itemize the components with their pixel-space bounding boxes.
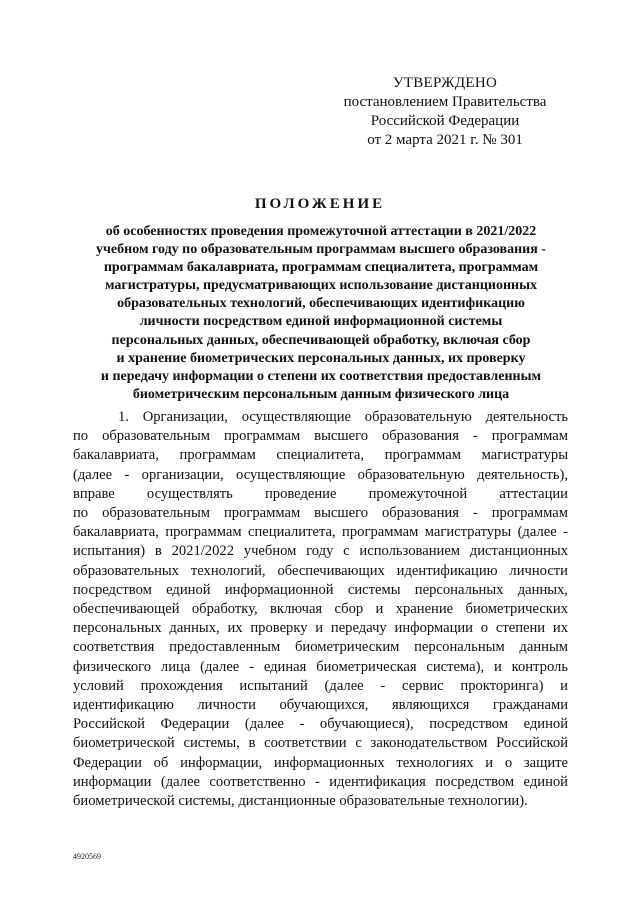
paragraph-line: вправе осуществлять проведение промежуточной аттестации bbox=[73, 485, 568, 502]
paragraph-line: по образовательным программам высшего образования - программам bbox=[73, 428, 568, 445]
approval-line: постановлением Правительства bbox=[343, 94, 547, 110]
subtitle-line: образовательных технологий, обеспечивающих идентификацию bbox=[117, 296, 525, 312]
paragraph-line: условий прохождения испытаний (далее - сервис прокторинга) и bbox=[73, 677, 568, 694]
document-heading: ПОЛОЖЕНИЕ bbox=[254, 196, 386, 212]
approval-title: УТВЕРЖДЕНО bbox=[392, 75, 498, 91]
paragraph-line: биометрической системы, дистанционные образовательные технологии). bbox=[73, 793, 528, 810]
subtitle-line: биометрическим персональным данным физического лица bbox=[132, 386, 510, 402]
paragraph-line: испытания) в 2021/2022 учебном году с использованием дистанционных bbox=[73, 543, 568, 560]
paragraph-line: информации (далее соответственно - идентификация посредством единой bbox=[73, 773, 568, 790]
approval-line: Российской Федерации bbox=[370, 113, 520, 129]
paragraph-line: Федерации об информации, информационных технологиях и о защите bbox=[73, 754, 568, 771]
paragraph-line: идентификацию личности обучающихся, являющихся гражданами bbox=[73, 697, 568, 714]
paragraph-line: бакалавриата, программам специалитета, программам магистратуры (далее - bbox=[73, 524, 568, 541]
approval-block bbox=[330, 74, 560, 150]
subtitle-line: магистратуры, предусматривающих использование дистанционных bbox=[104, 278, 538, 294]
document-id: 4920569 bbox=[73, 852, 101, 861]
subtitle-line: программам бакалавриата, программам специалитета, программам bbox=[103, 260, 539, 276]
paragraph-line: физического лица (далее - единая биометрическая система), и контроль bbox=[73, 658, 568, 675]
paragraph-line: посредством единой информационной системы персональных данных, bbox=[73, 581, 568, 598]
document-subtitle bbox=[68, 223, 574, 404]
subtitle-line: и хранение биометрических персональных данных, их проверку bbox=[116, 350, 526, 366]
paragraph-line: биометрической системы, в соответствии с законодательством Российской bbox=[73, 735, 568, 752]
paragraph-line: обеспечивающей обработку, включая сбор и хранение биометрических bbox=[73, 601, 568, 618]
paragraph-line: бакалавриата, программам специалитета, программам магистратуры bbox=[73, 447, 568, 464]
paragraph-line: 1. Организации, осуществляющие образовательную деятельность bbox=[118, 409, 568, 425]
subtitle-line: и передачу информации о степени их соответствия предоставленным bbox=[100, 368, 542, 384]
paragraph-line: соответствия предоставленным биометрическим персональным данным bbox=[73, 639, 568, 656]
paragraph-line: (далее - организации, осуществляющие образовательную деятельность), bbox=[73, 466, 568, 483]
paragraph-line: Российской Федерации (далее - обучающиеся), посредством единой bbox=[73, 716, 568, 733]
subtitle-line: об особенностях проведения промежуточной аттестации в 2021/2022 bbox=[105, 224, 537, 239]
subtitle-line: учебном году по образовательным программам высшего образования - bbox=[96, 242, 546, 258]
paragraph-1 bbox=[73, 408, 568, 811]
subtitle-line: личности посредством единой информационной системы bbox=[139, 314, 503, 330]
approval-date-number: от 2 марта 2021 г. № 301 bbox=[367, 132, 523, 148]
paragraph-line: по образовательным программам высшего образования - программам bbox=[73, 505, 568, 522]
paragraph-line: образовательных технологий, обеспечивающих идентификацию личности bbox=[73, 562, 568, 579]
paragraph-line: персональных данных, их проверку и передачу информации о степени их bbox=[73, 620, 568, 637]
subtitle-line: персональных данных, обеспечивающей обработку, включая сбор bbox=[111, 332, 531, 348]
